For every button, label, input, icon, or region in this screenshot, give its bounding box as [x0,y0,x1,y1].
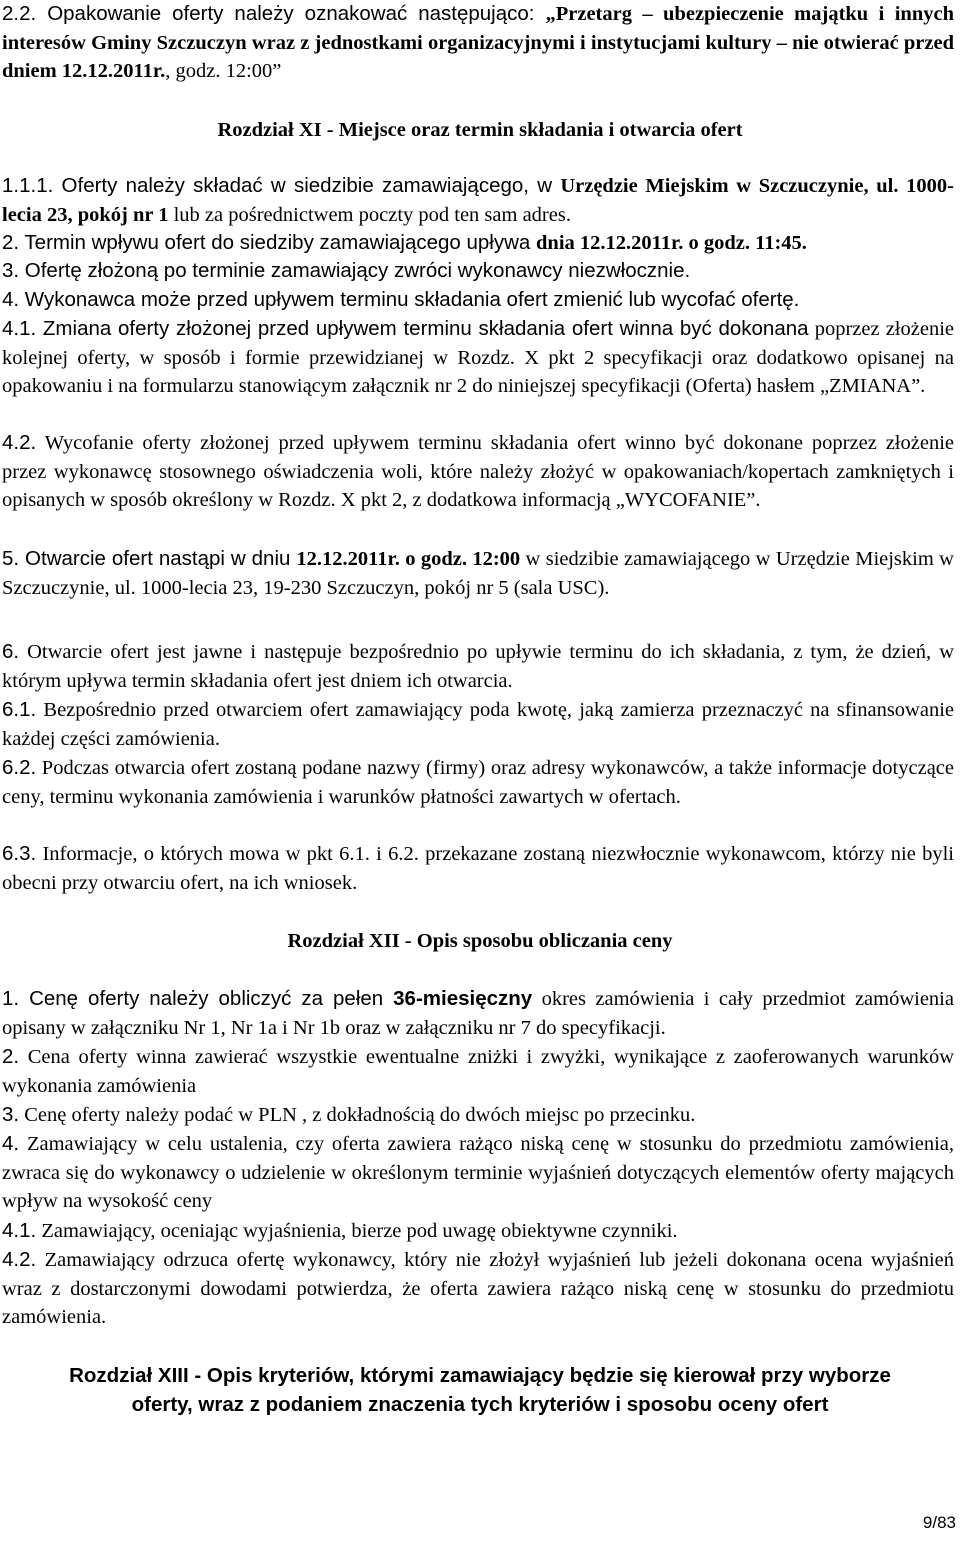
number-2-2: 2.2. [2,2,37,25]
text-5-a: Otwarcie ofert nastąpi w dniu [19,547,297,570]
paragraph-6-1 [0,696,956,753]
number-4-1: 4.1. [2,317,37,340]
paragraph-6 [0,638,956,695]
text-6: Otwarcie ofert jest jawne i następuje bezpośrednio po upływie terminu do ich składania, z tym, że dzień, w którym upływa termin składania ofert jest dniem ich otwarcia. [2,641,954,692]
number-5: 5. [2,547,20,570]
text-4-2: Wycofanie oferty złożonej przed upływem terminu składania ofert winno być dokonane poprzez złożenie przez wykonawcę stosownego oświadczenia woli, które należy złożyć w opakowaniach/kopertach zamkniętych i opisanych w sposób określony w Rozdz. X pkt 2, z dodatkowa informacją „WYCOFANIE”. [2,432,954,511]
text-xii-1-c: okres zamówienia i cały przedmiot zamówienia opisany w załączniku Nr 1, Nr 1a i Nr 1b oraz w załączniku nr 7 do specyfikacji. [2,988,954,1039]
text-5-date: 12.12.2011r. o godz. 12:00 [296,548,521,570]
paragraph-2 [0,229,956,258]
paragraph-xii-1 [0,985,956,1042]
text-4-1-a: Zmiana oferty złożonej przed upływem terminu składania ofert winna być dokonana [36,317,809,340]
paragraph-4-2 [0,429,956,515]
number-xii-4-2: 4.2. [2,1248,37,1271]
paragraph-5 [0,545,956,602]
paragraph-3: 3. Ofertę złożoną po terminie zamawiający zwróci wykonawcy niezwłocznie. [2,259,691,282]
number-6-3: 6.3. [2,842,37,865]
paragraph-xii-4-1 [0,1217,956,1246]
paragraph-6-2 [0,754,956,811]
text-1-1-1-address: Urzędzie Miejskim w Szczuczynie, ul. 1000-lecia 23, pokój nr 1 [2,175,954,226]
text-1-1-1-post: lub za pośrednictwem poczty pod ten sam adres. [168,203,571,226]
text-xii-4: Zamawiający w celu ustalenia, czy oferta zawiera rażąco niską cenę w stosunku do przedmiotu zamówienia, zwraca się do wykonawcy o udzielenie w określonym terminie wyjaśnień dotyczących elementów oferty mających wpływ na wysokość ceny [2,1133,954,1212]
paragraph-4: 4. Wykonawca może przed upływem terminu składania ofert zmienić lub wycofać ofertę. [2,288,800,311]
number-6-2: 6.2. [2,756,37,779]
heading-rozdzial-xii: Rozdział XII - Opis sposobu obliczania ceny [287,930,673,952]
number-xii-1: 1. [2,987,20,1010]
number-6-1: 6.1. [2,698,37,721]
text-6-3: Informacje, o których mowa w pkt 6.1. i 6.2. przekazane zostaną niezwłocznie wykonawcom, którzy nie byli obecni przy otwarciu ofert, na ich wniosek. [2,843,954,894]
text-xii-3: Cenę oferty należy podać w PLN , z dokładnością do dwóch miejsc po przecinku. [19,1104,696,1126]
text-2-2-intro: Opakowanie oferty należy oznakować następująco: [36,2,546,25]
number-xii-2: 2. [2,1045,20,1068]
text-5-c: w siedzibie zamawiającego w Urzędzie Miejskim w Szczuczynie, ul. 1000-lecia 23, 19-230 Szczuczyn, pokój nr 5 (sala USC). [2,548,954,599]
text-2-date: dnia 12.12.2011r. o godz. 11:45. [536,232,807,254]
text-6-1: Bezpośrednio przed otwarciem ofert zamawiający poda kwotę, jaką zamierza przeznaczyć na sfinansowanie każdej części zamówienia. [2,699,954,750]
paragraph-xii-4-2 [0,1246,956,1332]
heading-rozdzial-xiii-line-1: Rozdział XIII - Opis kryteriów, którymi zamawiający będzie się kierował przy wyborze [69,1364,891,1387]
text-2-2-time: , godz. 12:00” [165,60,282,82]
number-xii-3: 3. [2,1103,20,1126]
text-2-2-label: „Przetarg – ubezpieczenie majątku i innych interesów Gminy Szczuczyn wraz z jednostkami organizacyjnymi i instytucjami kultury – nie otwierać przed dniem 12.12.2011r. [2,3,954,82]
heading-rozdzial-xiii [0,1362,960,1419]
paragraph-xii-2 [0,1043,956,1100]
heading-rozdzial-xiii-line-2: oferty, wraz z podaniem znaczenia tych kryteriów i sposobu oceny ofert [131,1392,829,1416]
text-xii-1-period: 36-miesięczny [393,987,533,1010]
heading-rozdzial-xi: Rozdział XI - Miejsce oraz termin składania i otwarcia ofert [217,119,743,141]
paragraph-xii-3 [0,1101,956,1130]
number-6: 6. [2,640,20,663]
text-4-1-b: poprzez złożenie kolejnej oferty, w sposób i formie przewidzianej w Rozdz. X pkt 2 specyfikacji oraz dodatkowo opisanej na opakowaniu i na formularzu stanowiącym załącznik nr 2 do niniejszej specyfikacji (Oferta) hasłem „ZMIANA”. [2,318,954,397]
paragraph-2-2 [0,0,956,86]
number-xii-4-1: 4.1. [2,1219,37,1242]
text-6-2: Podczas otwarcia ofert zostaną podane nazwy (firmy) oraz adresy wykonawców, a także informacje dotyczące ceny, terminu wykonania zamówienia i warunków płatności zawartych w ofertach. [2,757,954,808]
text-1-1-1-intro: 1.1.1. Oferty należy składać w siedzibie zamawiającego, w [2,174,561,197]
page-number: 9/83 [922,1513,956,1532]
text-xii-4-2: Zamawiający odrzuca ofertę wykonawcy, który nie złożył wyjaśnień lub jeżeli dokonana ocena wyjaśnień wraz z dostarczonymi dowodami potwierdza, że oferta zawiera rażąco niską cenę w stosunku do przedmiotu zamówienia. [2,1249,954,1328]
number-xii-4: 4. [2,1132,20,1155]
text-xii-4-1: Zamawiający, oceniając wyjaśnienia, bierze pod uwagę obiektywne czynniki. [36,1220,678,1242]
text-2-intro: 2. Termin wpływu ofert do siedziby zamawiającego upływa [2,231,537,254]
paragraph-6-3 [0,840,956,897]
paragraph-4-1 [0,315,956,401]
number-4-2: 4.2. [2,431,37,454]
paragraph-xii-4 [0,1130,956,1216]
text-xii-1-a: Cenę oferty należy obliczyć za pełen [19,987,394,1010]
paragraph-1-1-1 [0,172,956,229]
text-xii-2: Cena oferty winna zawierać wszystkie ewentualne zniżki i zwyżki, wynikające z zaoferowanych warunków wykonania zamówienia [2,1046,954,1097]
